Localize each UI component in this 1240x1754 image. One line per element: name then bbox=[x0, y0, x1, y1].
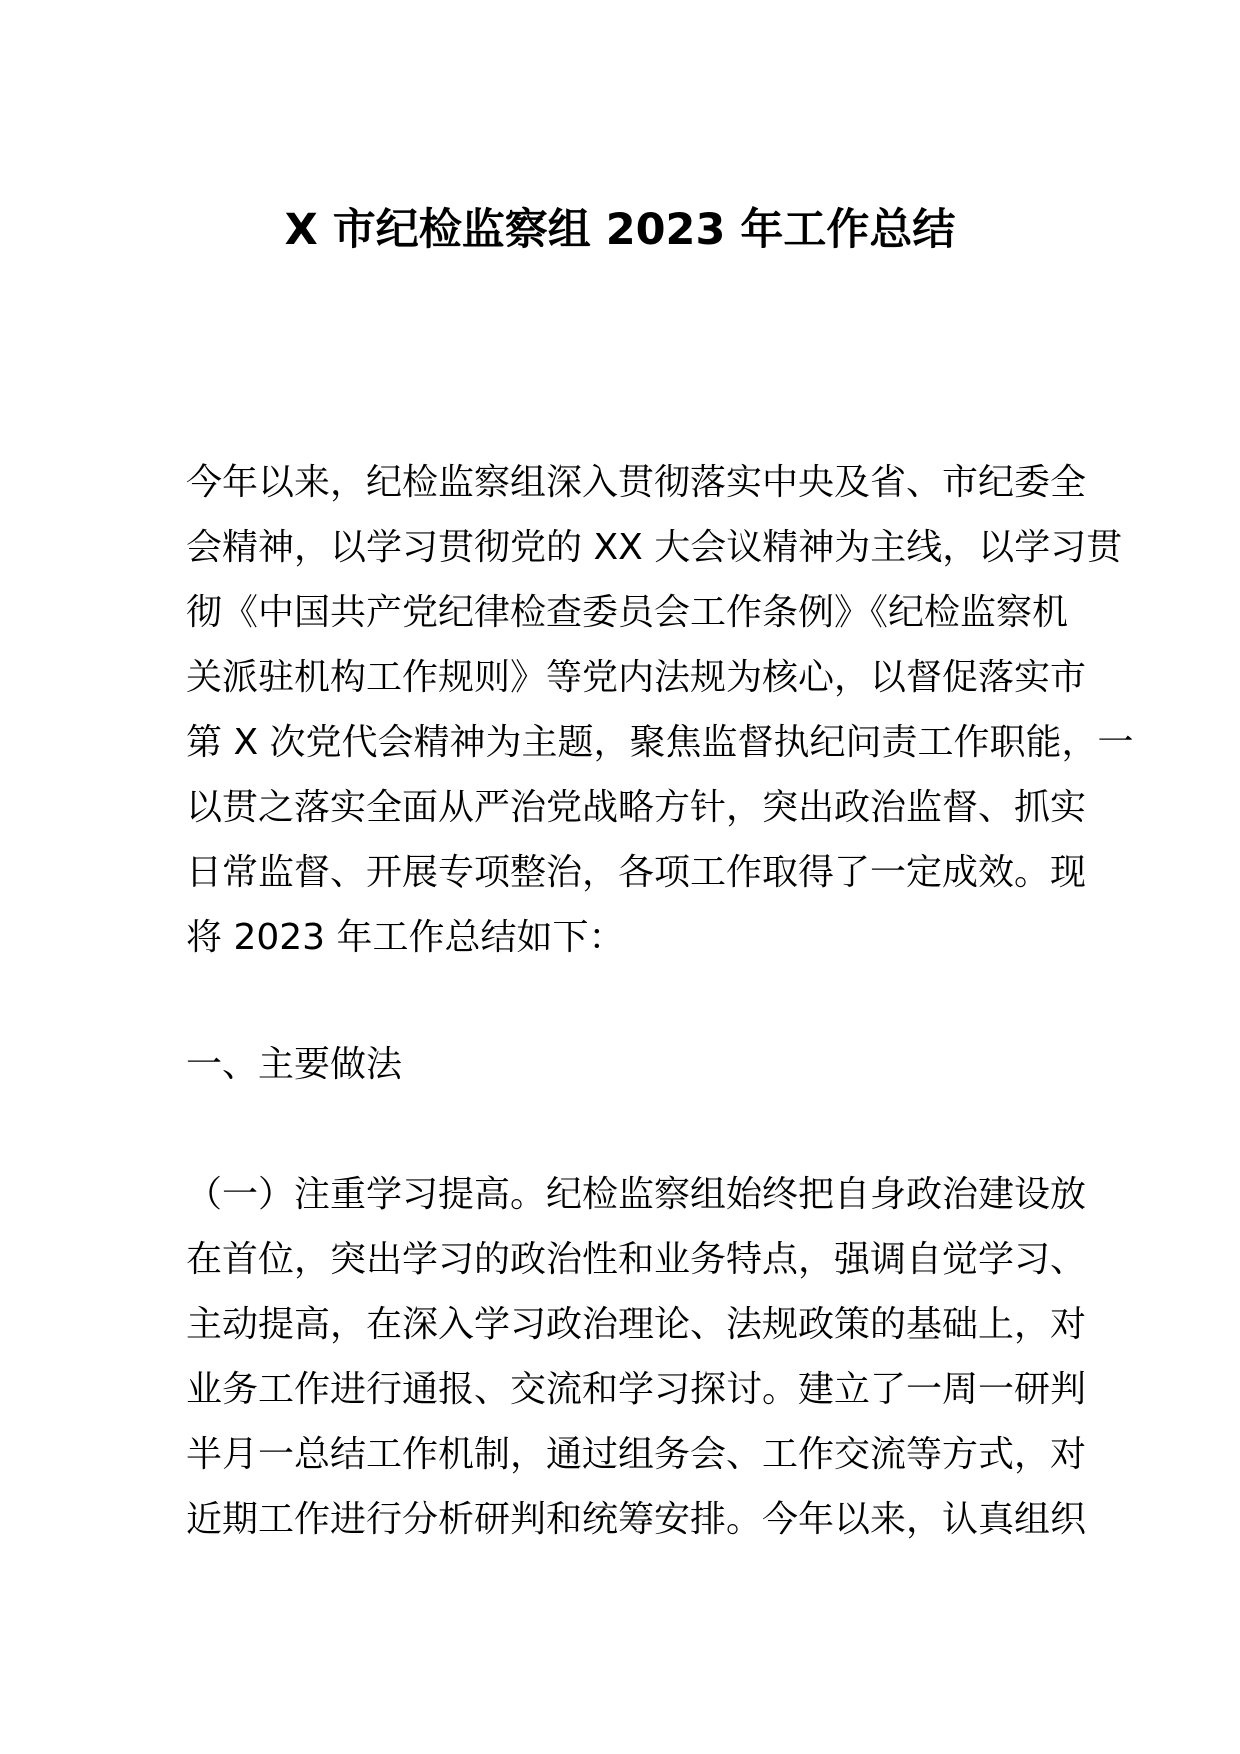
intro-line: 彻《中国共产党纪律检查委员会工作条例》《纪检监察机 bbox=[186, 592, 1069, 633]
intro-line: 以贯之落实全面从严治党战略方针，突出政治监督、抓实 bbox=[186, 787, 1087, 828]
section-1-paragraph bbox=[186, 1162, 1087, 1552]
document-title: X 市纪检监察组 2023 年工作总结 bbox=[284, 205, 956, 255]
section-1-line: 在首位，突出学习的政治性和业务特点，强调自觉学习、 bbox=[186, 1239, 1087, 1280]
section-1-line: 半月一总结工作机制，通过组务会、工作交流等方式，对 bbox=[186, 1434, 1087, 1475]
section-1-line: 近期工作进行分析研判和统筹安排。今年以来，认真组织 bbox=[186, 1499, 1087, 1540]
section-1-line: 业务工作进行通报、交流和学习探讨。建立了一周一研判 bbox=[186, 1369, 1087, 1410]
intro-paragraph bbox=[186, 450, 1134, 970]
intro-line: 第 X 次党代会精神为主题，聚焦监督执纪问责工作职能，一 bbox=[186, 722, 1134, 763]
section-1-line: 主动提高，在深入学习政治理论、法规政策的基础上，对 bbox=[186, 1304, 1087, 1345]
intro-line: 今年以来，纪检监察组深入贯彻落实中央及省、市纪委全 bbox=[186, 462, 1087, 503]
intro-line: 关派驻机构工作规则》等党内法规为核心，以督促落实市 bbox=[186, 657, 1087, 698]
intro-line: 将 2023 年工作总结如下： bbox=[186, 917, 625, 958]
intro-line: 会精神，以学习贯彻党的 XX 大会议精神为主线，以学习贯 bbox=[186, 527, 1123, 568]
intro-line: 日常监督、开展专项整治，各项工作取得了一定成效。现 bbox=[186, 852, 1087, 893]
section-heading-text: 一、主要做法 bbox=[186, 1044, 403, 1085]
section-1-line: （一）注重学习提高。纪检监察组始终把自身政治建设放 bbox=[186, 1174, 1087, 1215]
section-heading bbox=[186, 1032, 1056, 1097]
